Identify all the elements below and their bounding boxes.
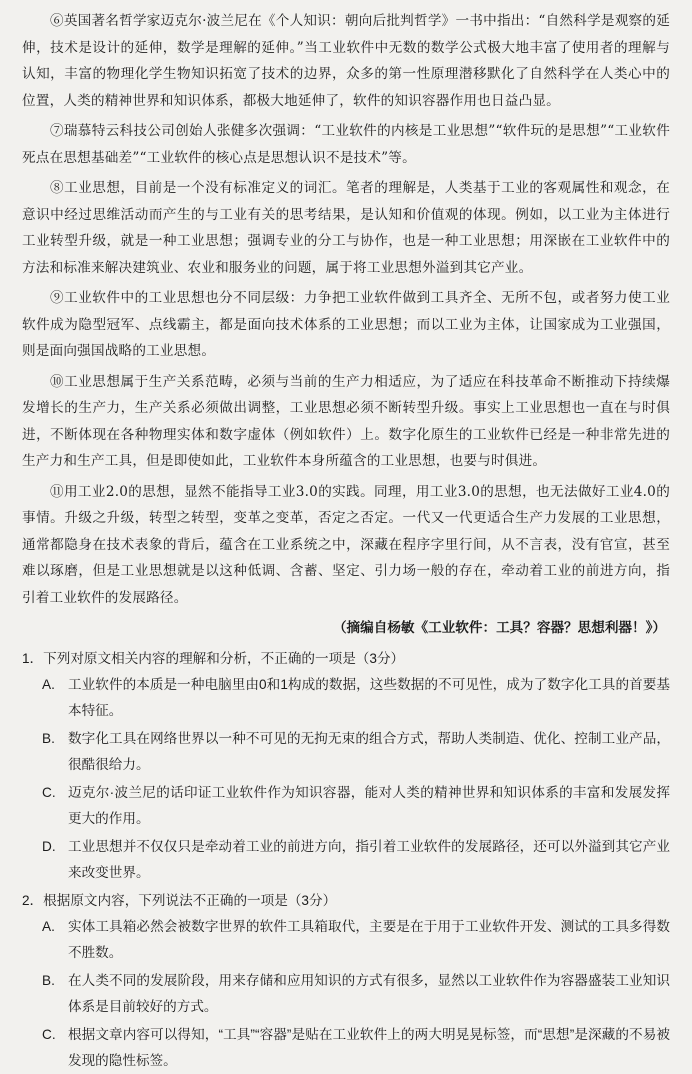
passage-paragraph-9: ⑨工业软件中的工业思想也分不同层级：力争把工业软件做到工具齐全、无所不包，或者努力使工业软件成为隐型冠军、点线霸主，都是面向技术体系的工业思想；而以工业为主体，让国家成为工业强国，则是面向强国战略的工业思想。 — [22, 290, 670, 359]
question-1 — [22, 646, 670, 886]
question-stem: 2．根据原文内容，下列说法不正确的一项是（3分） — [22, 892, 337, 908]
option-label: B. — [42, 972, 55, 988]
option-text: 实体工具箱必然会被数字世界的软件工具箱取代，主要是在于用于工业软件开发、测试的工具多得数不胜数。 — [68, 918, 670, 960]
option-text: 工业思想并不仅仅只是牵动着工业的前进方向，指引着工业软件的发展路径，还可以外溢到其它产业来改变世界。 — [68, 838, 670, 880]
question-2-option-c — [22, 1022, 670, 1074]
passage-paragraph-6: ⑥英国著名哲学家迈克尔·波兰尼在《个人知识：朝向后批判哲学》一书中指出：“自然科学是观察的延伸，技术是设计的延伸，数学是理解的延伸。”当工业软件中无数的数学公式极大地丰富了使用者的理解与认知，丰富的物理化学生物知识拓宽了技术的边界，众多的第一性原理潜移默化了自然科学在人类心中的位置，人类的精神世界和知识体系，都极大地延伸了，软件的知识容器作用也日益凸显。 — [22, 13, 670, 109]
passage-paragraph-10: ⑩工业思想属于生产关系范畴，必须与当前的生产力相适应，为了适应在科技革命不断推动下持续爆发增长的生产力，生产关系必须做出调整，工业思想必须不断转型升级。事实上工业思想也一直在与时俱进，不断体现在各种物理实体和数字虚体（例如软件）上。数字化原生的工业软件已经是一种非常先进的生产力和生产工具，但是即使如此，工业软件本身所蕴含的工业思想，也要与时俱进。 — [22, 373, 670, 469]
option-text: 数字化工具在网络世界以一种不可见的无拘无束的组合方式，帮助人类制造、优化、控制工业产品，很酷很给力。 — [68, 730, 670, 772]
passage-source: （摘编自杨敏《工业软件：工具？容器？思想利器！》） — [332, 620, 666, 636]
question-1-option-b — [22, 726, 670, 778]
option-text: 根据文章内容可以得知，“工具”“容器”是贴在工业软件上的两大明晃晃标签，而“思想”是深藏的不易被发现的隐性标签。 — [68, 1026, 670, 1068]
option-label: A. — [42, 676, 55, 692]
question-1-option-a — [22, 672, 670, 724]
question-1-option-d — [22, 834, 670, 886]
option-text: 迈克尔·波兰尼的话印证工业软件作为知识容器，能对人类的精神世界和知识体系的丰富和发展发挥更大的作用。 — [68, 784, 670, 826]
question-2 — [22, 888, 670, 1074]
question-1-option-c — [22, 780, 670, 832]
option-label: C. — [42, 1026, 56, 1042]
option-text: 在人类不同的发展阶段，用来存储和应用知识的方式有很多，显然以工业软件作为容器盛装工业知识体系是目前较好的方式。 — [68, 972, 670, 1014]
question-2-option-a — [22, 914, 670, 966]
question-2-option-b — [22, 968, 670, 1020]
option-label: B. — [42, 730, 55, 746]
option-label: C. — [42, 784, 56, 800]
option-text: 工业软件的本质是一种电脑里由0和1构成的数据，这些数据的不可见性，成为了数字化工具的首要基本特征。 — [68, 676, 670, 718]
question-stem: 1．下列对原文相关内容的理解和分析，不正确的一项是（3分） — [22, 650, 405, 666]
option-label: D. — [42, 838, 56, 854]
reading-passage — [22, 8, 670, 642]
option-label: A. — [42, 918, 55, 934]
passage-paragraph-11: ⑪用工业2.0的思想，显然不能指导工业3.0的实践。同理，用工业3.0的思想，也无法做好工业4.0的事情。升级之升级，转型之转型，变革之变革，否定之否定。一代又一代更适合生产力发展的工业思想，通常都隐身在技术表象的背后，蕴含在工业系统之中，深藏在程序字里行间，从不言表，没有官宣，甚至难以琢磨，但是工业思想就是以这种低调、含蓄、坚定、引力场一般的存在，牵动着工业的前进方向，指引着工业软件的发展路径。 — [22, 483, 670, 606]
passage-paragraph-7: ⑦瑞慕特云科技公司创始人张健多次强调：“工业软件的内核是工业思想”“软件玩的是思想”“工业软件死点在思想基础差”“工业软件的核心点是思想认识不是技术”等。 — [22, 123, 670, 166]
passage-paragraph-8: ⑧工业思想，目前是一个没有标准定义的词汇。笔者的理解是，人类基于工业的客观属性和观念，在意识中经过思维活动而产生的与工业有关的思考结果，是认知和价值观的体现。例如，以工业为主体进行工业转型升级，就是一种工业思想；强调专业的分工与协作，也是一种工业思想；用深嵌在工业软件中的方法和标准来解决建筑业、农业和服务业的问题，属于将工业思想外溢到其它产业。 — [22, 180, 670, 276]
